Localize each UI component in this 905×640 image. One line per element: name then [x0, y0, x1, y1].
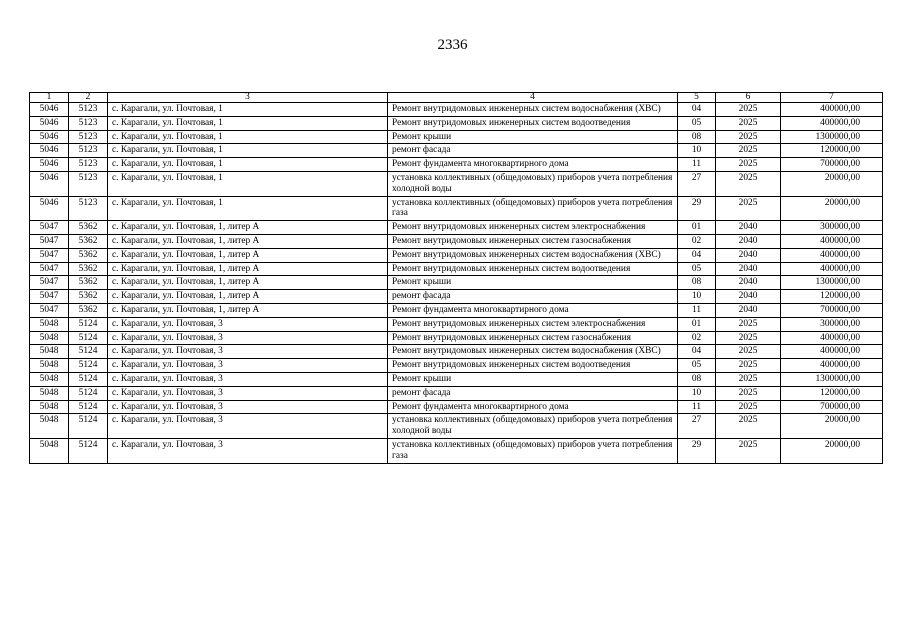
work-code-cell: 02	[678, 234, 716, 248]
address-cell: с. Карагали, ул. Почтовая, 3	[108, 438, 388, 463]
page-number: 2336	[437, 37, 468, 53]
work-type-cell: установка коллективных (общедомовых) приборов учета потребления газа	[388, 438, 678, 463]
row-number-cell: 5046	[30, 103, 69, 117]
work-type-cell: Ремонт внутридомовых инженерных систем водоотведения	[388, 116, 678, 130]
address-cell: с. Карагали, ул. Почтовая, 1, литер А	[108, 248, 388, 262]
column-header: 6	[716, 93, 781, 103]
table-row	[30, 400, 883, 414]
work-code-cell: 11	[678, 158, 716, 172]
work-code-cell: 10	[678, 290, 716, 304]
year-cell: 2025	[716, 331, 781, 345]
column-header: 4	[388, 93, 678, 103]
work-code-cell: 05	[678, 116, 716, 130]
address-cell: с. Карагали, ул. Почтовая, 1	[108, 116, 388, 130]
address-cell: с. Карагали, ул. Почтовая, 3	[108, 400, 388, 414]
table-row	[30, 290, 883, 304]
cost-cell: 1300000,00	[781, 372, 883, 386]
year-cell: 2025	[716, 116, 781, 130]
house-code-cell: 5123	[69, 158, 108, 172]
work-type-cell: ремонт фасада	[388, 144, 678, 158]
table-row	[30, 130, 883, 144]
address-cell: с. Карагали, ул. Почтовая, 1	[108, 196, 388, 221]
address-cell: с. Карагали, ул. Почтовая, 1	[108, 103, 388, 117]
house-code-cell: 5123	[69, 103, 108, 117]
work-code-cell: 01	[678, 317, 716, 331]
cost-cell: 400000,00	[781, 234, 883, 248]
work-type-cell: установка коллективных (общедомовых) приборов учета потребления холодной воды	[388, 414, 678, 439]
table-row	[30, 276, 883, 290]
table-row	[30, 386, 883, 400]
row-number-cell: 5048	[30, 345, 69, 359]
column-header: 1	[30, 93, 69, 103]
house-code-cell: 5124	[69, 359, 108, 373]
work-type-cell: Ремонт внутридомовых инженерных систем водоотведения	[388, 262, 678, 276]
year-cell: 2025	[716, 345, 781, 359]
year-cell: 2025	[716, 144, 781, 158]
cost-cell: 400000,00	[781, 248, 883, 262]
table-row	[30, 317, 883, 331]
table-row	[30, 196, 883, 221]
cost-cell: 700000,00	[781, 400, 883, 414]
year-cell: 2025	[716, 171, 781, 196]
work-code-cell: 11	[678, 303, 716, 317]
address-cell: с. Карагали, ул. Почтовая, 3	[108, 331, 388, 345]
table-body	[30, 103, 883, 464]
year-cell: 2025	[716, 359, 781, 373]
cost-cell: 1300000,00	[781, 276, 883, 290]
column-header: 3	[108, 93, 388, 103]
address-cell: с. Карагали, ул. Почтовая, 1, литер А	[108, 303, 388, 317]
row-number-cell: 5048	[30, 359, 69, 373]
address-cell: с. Карагали, ул. Почтовая, 1, литер А	[108, 234, 388, 248]
work-code-cell: 08	[678, 130, 716, 144]
house-code-cell: 5124	[69, 438, 108, 463]
table-row	[30, 414, 883, 439]
address-cell: с. Карагали, ул. Почтовая, 3	[108, 414, 388, 439]
table-row	[30, 248, 883, 262]
row-number-cell: 5047	[30, 303, 69, 317]
cost-cell: 400000,00	[781, 345, 883, 359]
column-number-row	[30, 93, 883, 103]
work-type-cell: Ремонт крыши	[388, 372, 678, 386]
work-type-cell: Ремонт внутридомовых инженерных систем газоснабжения	[388, 331, 678, 345]
cost-cell: 20000,00	[781, 438, 883, 463]
work-code-cell: 01	[678, 221, 716, 235]
work-type-cell: Ремонт фундамента многоквартирного дома	[388, 158, 678, 172]
table-row	[30, 372, 883, 386]
cost-cell: 400000,00	[781, 116, 883, 130]
cost-cell: 20000,00	[781, 171, 883, 196]
row-number-cell: 5048	[30, 331, 69, 345]
address-cell: с. Карагали, ул. Почтовая, 1, литер А	[108, 276, 388, 290]
house-code-cell: 5123	[69, 144, 108, 158]
row-number-cell: 5048	[30, 400, 69, 414]
cost-cell: 20000,00	[781, 414, 883, 439]
house-code-cell: 5362	[69, 276, 108, 290]
row-number-cell: 5046	[30, 196, 69, 221]
address-cell: с. Карагали, ул. Почтовая, 1, литер А	[108, 290, 388, 304]
work-code-cell: 08	[678, 372, 716, 386]
house-code-cell: 5124	[69, 414, 108, 439]
row-number-cell: 5048	[30, 317, 69, 331]
cost-cell: 20000,00	[781, 196, 883, 221]
work-code-cell: 10	[678, 144, 716, 158]
work-code-cell: 08	[678, 276, 716, 290]
column-header: 2	[69, 93, 108, 103]
row-number-cell: 5048	[30, 414, 69, 439]
work-code-cell: 04	[678, 103, 716, 117]
table-row	[30, 103, 883, 117]
row-number-cell: 5047	[30, 248, 69, 262]
row-number-cell: 5047	[30, 221, 69, 235]
table-row	[30, 234, 883, 248]
cost-cell: 400000,00	[781, 331, 883, 345]
table-row	[30, 221, 883, 235]
year-cell: 2025	[716, 386, 781, 400]
house-code-cell: 5124	[69, 400, 108, 414]
work-type-cell: Ремонт внутридомовых инженерных систем водоснабжения (ХВС)	[388, 103, 678, 117]
year-cell: 2025	[716, 317, 781, 331]
work-code-cell: 27	[678, 171, 716, 196]
work-code-cell: 05	[678, 359, 716, 373]
row-number-cell: 5047	[30, 262, 69, 276]
cost-cell: 120000,00	[781, 386, 883, 400]
table-row	[30, 303, 883, 317]
cost-cell: 700000,00	[781, 158, 883, 172]
column-header: 5	[678, 93, 716, 103]
year-cell: 2040	[716, 276, 781, 290]
year-cell: 2025	[716, 400, 781, 414]
table-row	[30, 171, 883, 196]
house-code-cell: 5123	[69, 171, 108, 196]
address-cell: с. Карагали, ул. Почтовая, 1	[108, 171, 388, 196]
row-number-cell: 5048	[30, 386, 69, 400]
work-type-cell: установка коллективных (общедомовых) приборов учета потребления холодной воды	[388, 171, 678, 196]
work-code-cell: 02	[678, 331, 716, 345]
work-type-cell: Ремонт фундамента многоквартирного дома	[388, 303, 678, 317]
table-row	[30, 262, 883, 276]
house-code-cell: 5362	[69, 290, 108, 304]
work-code-cell: 29	[678, 196, 716, 221]
cost-cell: 400000,00	[781, 359, 883, 373]
house-code-cell: 5124	[69, 331, 108, 345]
house-code-cell: 5124	[69, 345, 108, 359]
work-type-cell: Ремонт внутридомовых инженерных систем электроснабжения	[388, 317, 678, 331]
table-row	[30, 116, 883, 130]
cost-cell: 400000,00	[781, 103, 883, 117]
work-type-cell: Ремонт крыши	[388, 130, 678, 144]
row-number-cell: 5046	[30, 144, 69, 158]
year-cell: 2025	[716, 438, 781, 463]
work-type-cell: Ремонт внутридомовых инженерных систем водоснабжения (ХВС)	[388, 345, 678, 359]
house-code-cell: 5362	[69, 248, 108, 262]
work-code-cell: 27	[678, 414, 716, 439]
table-row	[30, 438, 883, 463]
address-cell: с. Карагали, ул. Почтовая, 1	[108, 130, 388, 144]
cost-cell: 120000,00	[781, 290, 883, 304]
address-cell: с. Карагали, ул. Почтовая, 1	[108, 144, 388, 158]
row-number-cell: 5046	[30, 116, 69, 130]
work-type-cell: Ремонт внутридомовых инженерных систем газоснабжения	[388, 234, 678, 248]
capital-repair-table	[29, 92, 883, 464]
year-cell: 2040	[716, 303, 781, 317]
house-code-cell: 5362	[69, 303, 108, 317]
row-number-cell: 5046	[30, 171, 69, 196]
year-cell: 2025	[716, 158, 781, 172]
house-code-cell: 5124	[69, 317, 108, 331]
cost-cell: 300000,00	[781, 221, 883, 235]
work-code-cell: 10	[678, 386, 716, 400]
cost-cell: 400000,00	[781, 262, 883, 276]
row-number-cell: 5046	[30, 158, 69, 172]
house-code-cell: 5362	[69, 221, 108, 235]
work-type-cell: Ремонт внутридомовых инженерных систем водоснабжения (ХВС)	[388, 248, 678, 262]
row-number-cell: 5046	[30, 130, 69, 144]
cost-cell: 300000,00	[781, 317, 883, 331]
year-cell: 2040	[716, 221, 781, 235]
address-cell: с. Карагали, ул. Почтовая, 3	[108, 386, 388, 400]
work-code-cell: 05	[678, 262, 716, 276]
year-cell: 2040	[716, 234, 781, 248]
year-cell: 2025	[716, 414, 781, 439]
year-cell: 2025	[716, 130, 781, 144]
work-code-cell: 04	[678, 345, 716, 359]
table-row	[30, 359, 883, 373]
work-code-cell: 04	[678, 248, 716, 262]
work-type-cell: ремонт фасада	[388, 290, 678, 304]
address-cell: с. Карагали, ул. Почтовая, 1, литер А	[108, 221, 388, 235]
work-code-cell: 29	[678, 438, 716, 463]
table-row	[30, 144, 883, 158]
year-cell: 2040	[716, 290, 781, 304]
work-type-cell: Ремонт внутридомовых инженерных систем электроснабжения	[388, 221, 678, 235]
year-cell: 2025	[716, 103, 781, 117]
cost-cell: 1300000,00	[781, 130, 883, 144]
house-code-cell: 5362	[69, 234, 108, 248]
work-type-cell: Ремонт внутридомовых инженерных систем водоотведения	[388, 359, 678, 373]
house-code-cell: 5362	[69, 262, 108, 276]
year-cell: 2040	[716, 262, 781, 276]
year-cell: 2025	[716, 372, 781, 386]
address-cell: с. Карагали, ул. Почтовая, 3	[108, 359, 388, 373]
house-code-cell: 5124	[69, 386, 108, 400]
address-cell: с. Карагали, ул. Почтовая, 3	[108, 345, 388, 359]
house-code-cell: 5123	[69, 196, 108, 221]
address-cell: с. Карагали, ул. Почтовая, 3	[108, 372, 388, 386]
cost-cell: 120000,00	[781, 144, 883, 158]
row-number-cell: 5047	[30, 290, 69, 304]
work-type-cell: Ремонт фундамента многоквартирного дома	[388, 400, 678, 414]
address-cell: с. Карагали, ул. Почтовая, 1	[108, 158, 388, 172]
table-row	[30, 345, 883, 359]
row-number-cell: 5048	[30, 438, 69, 463]
cost-cell: 700000,00	[781, 303, 883, 317]
column-header: 7	[781, 93, 883, 103]
work-type-cell: Ремонт крыши	[388, 276, 678, 290]
house-code-cell: 5123	[69, 130, 108, 144]
address-cell: с. Карагали, ул. Почтовая, 1, литер А	[108, 262, 388, 276]
work-code-cell: 11	[678, 400, 716, 414]
house-code-cell: 5124	[69, 372, 108, 386]
row-number-cell: 5047	[30, 276, 69, 290]
row-number-cell: 5048	[30, 372, 69, 386]
table-row	[30, 158, 883, 172]
work-type-cell: ремонт фасада	[388, 386, 678, 400]
year-cell: 2040	[716, 248, 781, 262]
table-row	[30, 331, 883, 345]
address-cell: с. Карагали, ул. Почтовая, 3	[108, 317, 388, 331]
work-type-cell: установка коллективных (общедомовых) приборов учета потребления газа	[388, 196, 678, 221]
year-cell: 2025	[716, 196, 781, 221]
row-number-cell: 5047	[30, 234, 69, 248]
house-code-cell: 5123	[69, 116, 108, 130]
